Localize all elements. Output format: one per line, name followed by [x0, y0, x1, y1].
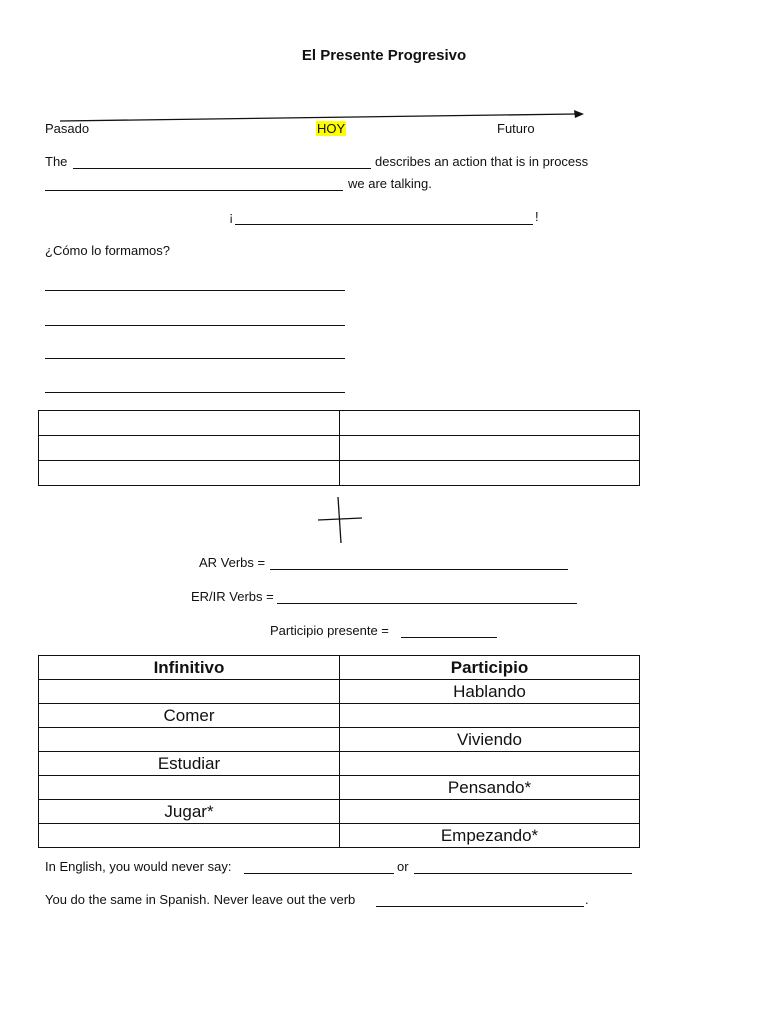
- definition-line1-start: The: [45, 154, 68, 169]
- page-title: El Presente Progresivo: [301, 47, 467, 64]
- timeline-future-label: Futuro: [497, 121, 535, 136]
- infinitive-cell[interactable]: [39, 680, 340, 704]
- definition-blank-2[interactable]: [45, 190, 343, 191]
- timeline-past-label: Pasado: [45, 121, 90, 136]
- english-note-text: In English, you would never say:: [45, 859, 232, 874]
- erir-verbs-label: ER/IR Verbs =: [191, 589, 274, 604]
- formation-blank-2[interactable]: [45, 325, 345, 326]
- exclaim-blank[interactable]: [235, 224, 533, 225]
- ar-verbs-blank[interactable]: [270, 569, 568, 570]
- erir-verbs-blank[interactable]: [277, 603, 577, 604]
- infinitive-cell[interactable]: Estudiar: [39, 752, 340, 776]
- formation-blank-4[interactable]: [45, 392, 345, 393]
- participle-blank[interactable]: [401, 637, 497, 638]
- grid-cell[interactable]: [39, 461, 340, 486]
- infinitive-cell[interactable]: [39, 776, 340, 800]
- grid-cell[interactable]: [39, 411, 340, 436]
- ar-verbs-label: AR Verbs =: [199, 555, 266, 570]
- infinitive-cell[interactable]: Comer: [39, 704, 340, 728]
- definition-line1-end: describes an action that is in process: [375, 154, 589, 169]
- formation-blank-1[interactable]: [45, 290, 345, 291]
- verb-table: [38, 655, 640, 848]
- header-participle: Participio: [340, 656, 640, 680]
- grid-cell[interactable]: [340, 436, 640, 461]
- participle-cell[interactable]: [340, 752, 640, 776]
- timeline-today-label: HOY: [317, 121, 346, 136]
- participle-cell[interactable]: Pensando*: [340, 776, 640, 800]
- participle-cell[interactable]: Viviendo: [340, 728, 640, 752]
- grid-cell[interactable]: [39, 436, 340, 461]
- english-note-or: or: [397, 859, 409, 874]
- formation-blank-3[interactable]: [45, 358, 345, 359]
- participle-cell[interactable]: Hablando: [340, 680, 640, 704]
- formation-question: ¿Cómo lo formamos?: [45, 243, 170, 258]
- definition-line2-end: we are talking.: [348, 176, 432, 191]
- conjugation-grid: [38, 410, 640, 486]
- participle-cell[interactable]: [340, 704, 640, 728]
- participle-label: Participio presente =: [270, 623, 389, 638]
- infinitive-cell[interactable]: Jugar*: [39, 800, 340, 824]
- exclaim-open: ¡: [229, 209, 234, 224]
- participle-cell[interactable]: [340, 800, 640, 824]
- plus-icon: [314, 495, 366, 547]
- participle-cell[interactable]: Empezando*: [340, 824, 640, 848]
- infinitive-cell[interactable]: [39, 728, 340, 752]
- exclaim-close: !: [535, 209, 539, 224]
- spanish-note-text: You do the same in Spanish. Never leave out the verb: [45, 892, 356, 907]
- header-infinitive: Infinitivo: [39, 656, 340, 680]
- infinitive-cell[interactable]: [39, 824, 340, 848]
- definition-blank-1[interactable]: [73, 168, 371, 169]
- english-note-blank-2[interactable]: [414, 873, 632, 874]
- spanish-note-blank[interactable]: [376, 906, 584, 907]
- spanish-note-period: .: [585, 892, 589, 907]
- grid-cell[interactable]: [340, 461, 640, 486]
- english-note-blank-1[interactable]: [244, 873, 394, 874]
- grid-cell[interactable]: [340, 411, 640, 436]
